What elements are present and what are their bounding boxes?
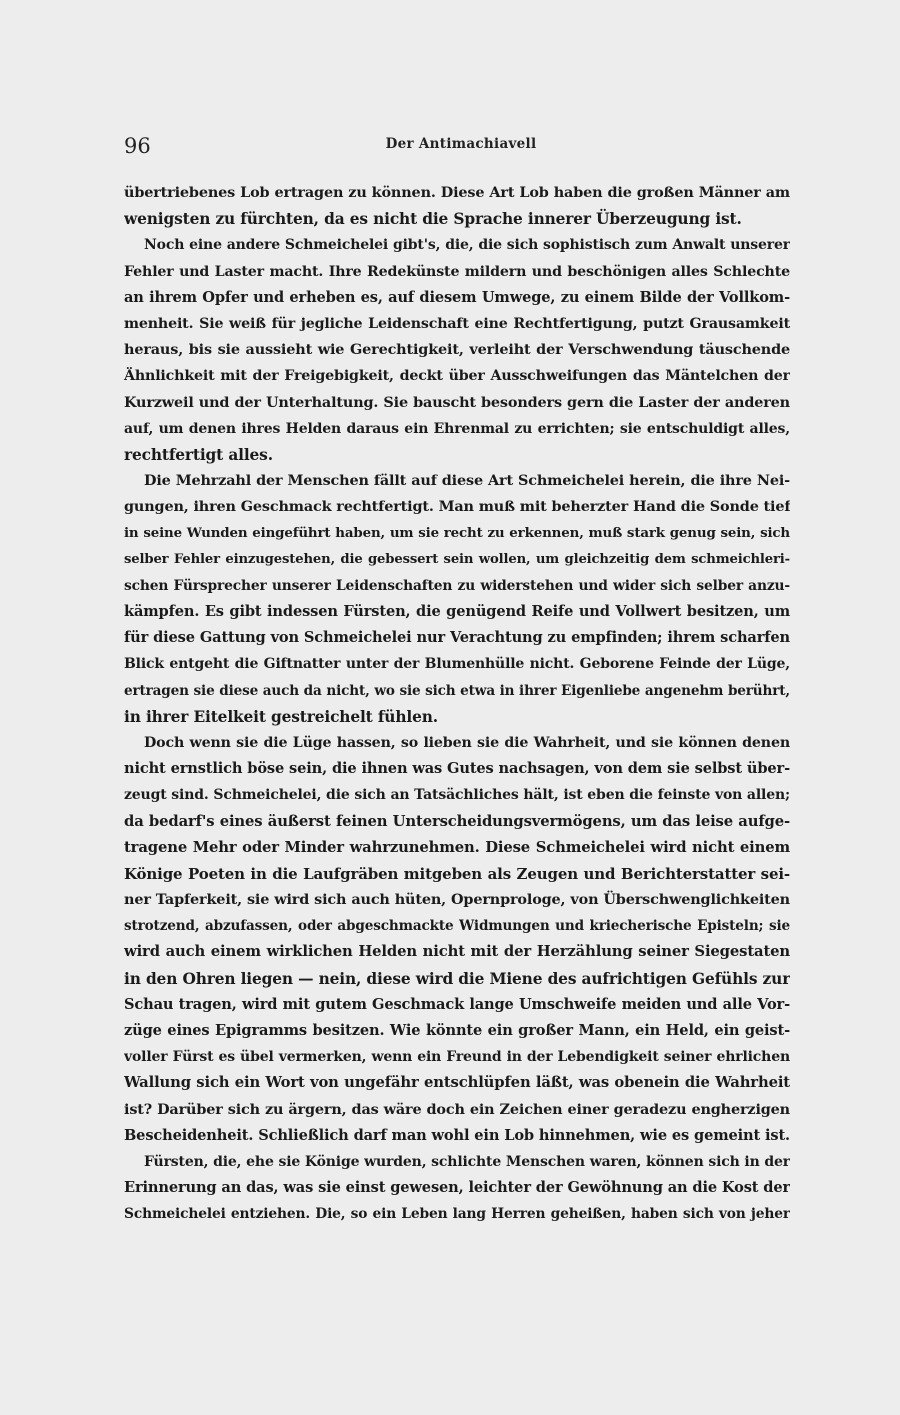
body-text bbox=[124, 180, 790, 1228]
text-line: Die Mehrzahl der Menschen fällt auf diese Art Schmeichelei herein, die ihre Nei- bbox=[144, 472, 790, 490]
text-line: tragene Mehr oder Minder wahrzunehmen. Diese Schmeichelei wird nicht einem bbox=[124, 838, 790, 856]
text-line: voller Fürst es übel vermerken, wenn ein Freund in der Lebendigkeit seiner ehrlichen bbox=[124, 1049, 790, 1066]
text-line: in seine Wunden eingeführt haben, um sie recht zu erkennen, muß stark genug sein, sich bbox=[124, 525, 790, 542]
text-line: menheit. Sie weiß für jegliche Leidenschaft eine Rechtfertigung, putzt Grausamkeit bbox=[124, 315, 790, 332]
text-line: ist? Darüber sich zu ärgern, das wäre doch ein Zeichen einer geradezu engherzigen bbox=[124, 1100, 790, 1118]
text-line: Fehler und Laster macht. Ihre Redekünste mildern und beschönigen alles Schlechte bbox=[124, 263, 790, 280]
text-line: Schau tragen, wird mit gutem Geschmack lange Umschweife meiden und alle Vor- bbox=[124, 995, 790, 1013]
text-line: Bescheidenheit. Schließlich darf man wohl ein Lob hinnehmen, wie es gemeint ist. bbox=[124, 1126, 790, 1144]
text-line: zeugt sind. Schmeichelei, die sich an Tatsächliches hält, ist eben die feinste von allen; bbox=[124, 787, 790, 804]
text-line: heraus, bis sie aussieht wie Gerechtigkeit, verleiht der Verschwendung täuschende bbox=[124, 341, 790, 359]
text-line: Blick entgeht die Giftnatter unter der Blumenhülle nicht. Geborene Feinde der Lüge, bbox=[124, 656, 790, 673]
text-line: Noch eine andere Schmeichelei gibt's, die, die sich sophistisch zum Anwalt unserer bbox=[144, 237, 790, 254]
text-line: Ähnlichkeit mit der Freigebigkeit, deckt über Ausschweifungen das Mäntelchen der bbox=[124, 368, 790, 385]
text-line: strotzend, abzufassen, oder abgeschmackte Widmungen und kriecherische Episteln; sie bbox=[124, 918, 790, 935]
text-line: Doch wenn sie die Lüge hassen, so lieben sie die Wahrheit, und sie können denen bbox=[144, 734, 790, 751]
text-line: kämpfen. Es gibt indessen Fürsten, die genügend Reife und Vollwert besitzen, um bbox=[124, 603, 790, 620]
page-header bbox=[124, 132, 790, 162]
text-line: für diese Gattung von Schmeichelei nur Verachtung zu empfinden; ihrem scharfen bbox=[124, 629, 790, 647]
text-line: Erinnerung an das, was sie einst gewesen, leichter der Gewöhnung an die Kost der bbox=[124, 1179, 790, 1197]
text-line: auf, um denen ihres Helden daraus ein Ehrenmal zu errichten; sie entschuldigt alles, bbox=[124, 420, 790, 437]
text-line: nicht ernstlich böse sein, die ihnen was Gutes nachsagen, von dem sie selbst über- bbox=[124, 760, 790, 778]
text-line: Fürsten, die, ehe sie Könige wurden, schlichte Menschen waren, können sich in der bbox=[144, 1153, 790, 1170]
text-line: an ihrem Opfer und erheben es, auf diesem Umwege, zu einem Bilde der Vollkom- bbox=[124, 288, 790, 306]
text-line: Wallung sich ein Wort von ungefähr entschlüpfen läßt, was obenein die Wahrheit bbox=[124, 1074, 790, 1092]
text-line: schen Fürsprecher unserer Leidenschaften zu widerstehen und wider sich selber anzu- bbox=[124, 577, 790, 594]
text-line: selber Fehler einzugestehen, die gebessert sein wollen, um gleichzeitig dem schmeichleri- bbox=[124, 551, 790, 567]
text-line: ertragen sie diese auch da nicht, wo sie sich etwa in ihrer Eigenliebe angenehm berührt, bbox=[124, 682, 790, 699]
text-line: Schmeichelei entziehen. Die, so ein Leben lang Herren geheißen, haben sich von jeher bbox=[124, 1206, 790, 1223]
text-line: rechtfertigt alles. bbox=[124, 445, 273, 464]
text-line: übertriebenes Lob ertragen zu können. Diese Art Lob haben die großen Männer am bbox=[124, 184, 790, 201]
text-line: wird auch einem wirklichen Helden nicht mit der Herzählung seiner Siegestaten bbox=[124, 943, 790, 961]
text-line: in ihrer Eitelkeit gestreichelt fühlen. bbox=[124, 707, 438, 726]
text-line: in den Ohren liegen — nein, diese wird die Miene des aufrichtigen Gefühls zur bbox=[124, 969, 790, 988]
page-number: 96 bbox=[124, 134, 151, 158]
running-title: Der Antimachiavell bbox=[385, 136, 537, 152]
text-line: ner Tapferkeit, sie wird sich auch hüten, Opernprologe, von Überschwenglichkeiten bbox=[124, 891, 790, 909]
text-line: da bedarf's eines äußerst feinen Unterscheidungsvermögens, um das leise aufge- bbox=[124, 812, 790, 830]
text-line: züge eines Epigramms besitzen. Wie könnte ein großer Mann, ein Held, ein geist- bbox=[124, 1022, 790, 1039]
text-line: Kurzweil und der Unterhaltung. Sie bauscht besonders gern die Laster der anderen bbox=[124, 393, 790, 411]
text-line: wenigsten zu fürchten, da es nicht die Sprache innerer Überzeugung ist. bbox=[124, 210, 742, 229]
text-line: gungen, ihren Geschmack rechtfertigt. Man muß mit beherzter Hand die Sonde tief bbox=[124, 498, 790, 516]
text-line: Könige Poeten in die Laufgräben mitgeben als Zeugen und Berichterstatter sei- bbox=[124, 864, 790, 883]
